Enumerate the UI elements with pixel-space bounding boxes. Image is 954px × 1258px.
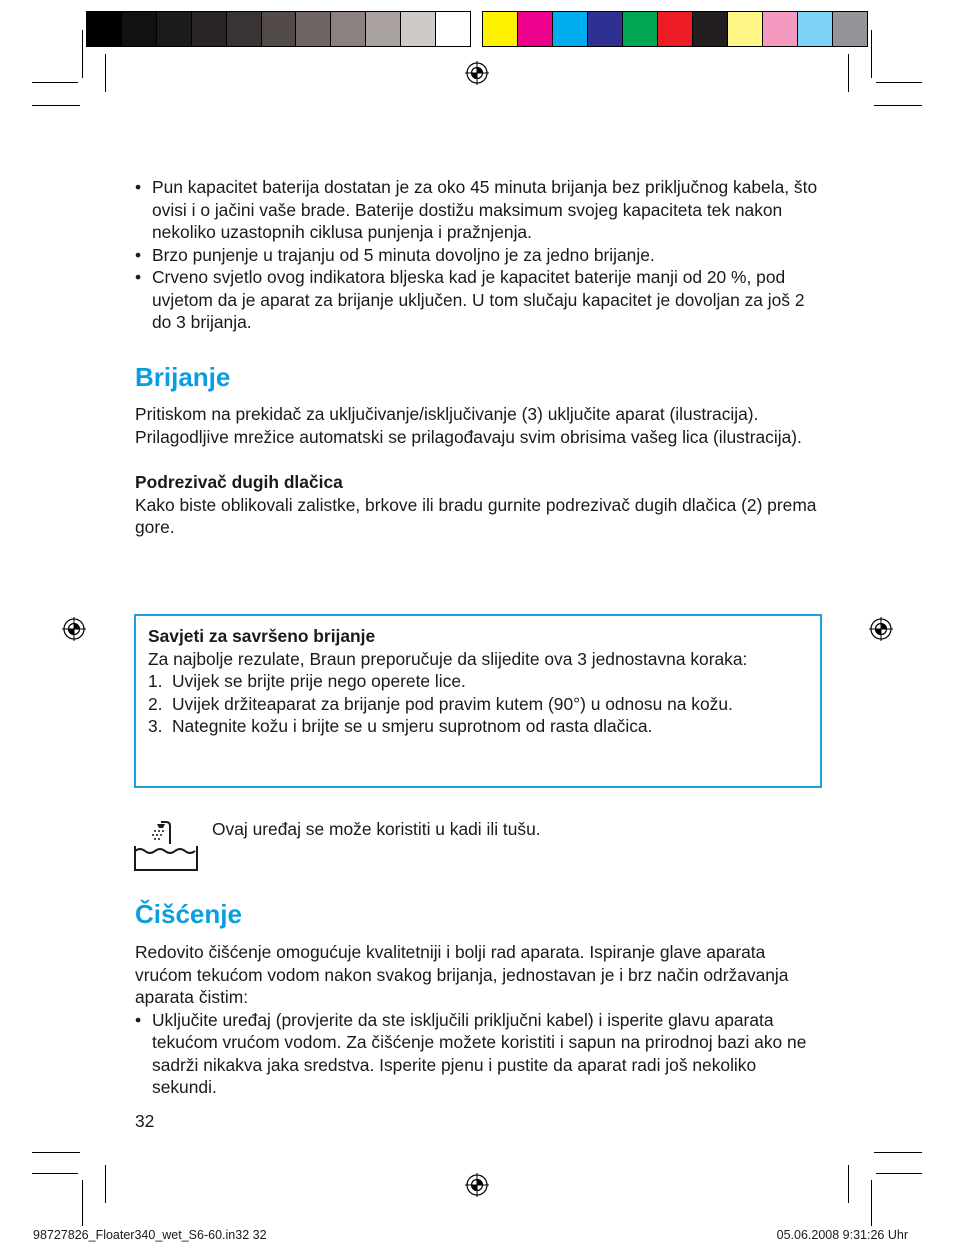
crop-mark [32,82,78,83]
list-item: • Uključite uređaj (provjerite da ste isključili priključni kabel) i isperite glavu aparata tekućom vrućom vodom. Za čišćenje možete koristiti i sapun na prirodnoj bazi ako ne sadrži nikakva jaka sredstva. Isperite pjenu i pustite da aparat radi još nekoliko sekundi. [135,1009,825,1099]
color-swatch [296,12,331,46]
crop-mark [848,54,849,92]
list-item: • Pun kapacitet baterija dostatan je za oko 45 minuta brijanja bez priključnog kabela, što ovisi i o jačini vaše brade. Baterije dostižu maksimum svojeg kapaciteta tek nakon nekoliko uzastopnih ciklusa punjenja i pražnjenja. [135,176,825,244]
color-swatch [728,12,763,46]
page-number: 32 [135,1111,155,1131]
step-text: Uvijek držiteaparat za brijanje pod pravim kutem (90°) u odnosu na kožu. [172,693,733,714]
color-swatch [833,12,867,46]
color-swatch [763,12,798,46]
footer-timestamp: 05.06.2008 9:31:26 Uhr [776,1228,908,1242]
color-swatch [87,12,122,46]
step-number: 1. [148,671,163,691]
paragraph: Prilagodljive mrežice automatski se prilagođavaju svim obrisima vašeg lica (ilustracija). [135,426,802,447]
step-text: Uvijek se brijte prije nego operete lice. [172,671,466,691]
tips-intro: Za najbolje rezulate, Braun preporučuje da slijedite ova 3 jednostavna koraka: [148,648,748,669]
color-swatch [798,12,833,46]
crop-mark [874,105,922,106]
list-item: • Crveno svjetlo ovog indikatora bljeska kad je kapacitet baterije manji od 20 %, pod uvjetom da je aparat za brijanje uključen. U tom slučaju kapacitet je dovoljan za još 2 do 3 brijanja. [135,266,825,334]
tips-title: Savjeti za savršeno brijanje [148,626,376,646]
crop-mark [32,105,80,106]
color-swatch [157,12,192,46]
cleaning-section [135,941,825,1099]
color-swatch [623,12,658,46]
section-heading-shaving: Brijanje [135,362,231,392]
subheading-trimmer: Podrezivač dugih dlačica [135,472,343,492]
step-text: Nategnite kožu i brijte se u smjeru suprotnom od rasta dlačica. [172,716,653,736]
color-swatch [658,12,693,46]
color-swatch [518,12,553,46]
section-heading-cleaning: Čišćenje [135,899,242,929]
color-swatch [436,12,470,46]
color-swatch [122,12,157,46]
registration-mark-icon [465,1173,489,1197]
bath-shower-icon [133,818,199,874]
color-swatch [588,12,623,46]
bath-note: Ovaj uređaj se može koristiti u kadi ili tušu. [212,819,541,839]
color-swatch [693,12,728,46]
color-swatch [262,12,297,46]
grayscale-color-bar [86,11,471,47]
crop-mark [848,1165,849,1203]
crop-mark [82,1180,83,1226]
list-item [148,693,808,716]
crop-mark [105,54,106,92]
step-number: 2. [148,693,163,714]
color-swatch [331,12,366,46]
footer-file-info: 98727826_Floater340_wet_S6-60.in32 32 [33,1228,267,1242]
crop-mark [874,1152,922,1153]
crop-mark [105,1165,106,1203]
crop-mark [32,1152,80,1153]
paragraph: Pritiskom na prekidač za uključivanje/isključivanje (3) uključite aparat (ilustracija). [135,404,759,424]
process-color-bar [482,11,868,47]
step-number: 3. [148,716,163,736]
crop-mark [871,1180,872,1226]
registration-mark-icon [465,61,489,85]
tips-box [134,614,822,788]
list-item: • Brzo punjenje u trajanju od 5 minuta dovoljno je za jedno brijanje. [135,244,825,267]
paragraph: Redovito čišćenje omogućuje kvalitetniji i bolji rad aparata. Ispiranje glave aparata vrućom tekućom vodom nakon svakog brijanja, jednostavan je i brz način održavanja aparata čistim: [135,942,789,1007]
crop-mark [876,1173,922,1174]
crop-mark [876,82,922,83]
crop-mark [82,30,83,78]
list-item [148,715,808,738]
color-swatch [553,12,588,46]
color-swatch [401,12,436,46]
color-swatch [366,12,401,46]
paragraph: Kako biste oblikovali zalistke, brkove ili bradu gurnite podrezivač dugih dlačica (2) prema gore. [135,494,817,537]
shaving-section [135,403,825,539]
registration-mark-icon [869,617,893,641]
list-item [148,670,808,693]
registration-mark-icon [62,617,86,641]
battery-info-list [135,176,825,334]
color-swatch [483,12,518,46]
crop-mark [32,1173,78,1174]
color-swatch [227,12,262,46]
color-swatch [192,12,227,46]
crop-mark [871,30,872,78]
